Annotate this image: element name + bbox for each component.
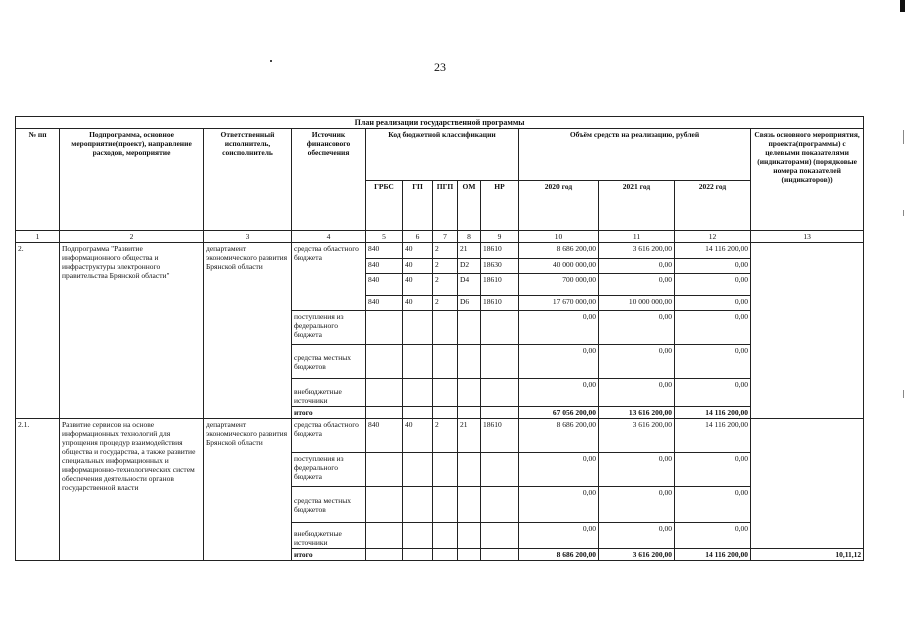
total-2020: 67 056 200,00 xyxy=(519,407,599,419)
amount-2022: 0,00 xyxy=(675,259,751,274)
col-number: 12 xyxy=(675,231,751,243)
amount-2020: 0,00 xyxy=(519,487,599,523)
total-2021: 13 616 200,00 xyxy=(599,407,675,419)
header-source: Источник финансового обеспечения xyxy=(292,129,366,231)
amount-2021: 0,00 xyxy=(599,487,675,523)
amount-2021: 0,00 xyxy=(599,453,675,487)
col-number: 2 xyxy=(60,231,204,243)
col-number: 10 xyxy=(519,231,599,243)
amount-2020: 8 686 200,00 xyxy=(519,243,599,259)
amount-2020: 0,00 xyxy=(519,311,599,345)
om-cell: 21 xyxy=(458,419,481,453)
np-cell: 18610 xyxy=(481,274,519,296)
amount-2021: 0,00 xyxy=(599,523,675,549)
header-executor: Ответственный исполнитель, соисполнитель xyxy=(204,129,292,231)
amount-2022: 0,00 xyxy=(675,345,751,379)
indicator-link xyxy=(751,243,864,419)
table-title: План реализации государственной программы xyxy=(16,117,864,129)
pgp-cell: 2 xyxy=(433,243,458,259)
amount-2020: 0,00 xyxy=(519,523,599,549)
col-number: 13 xyxy=(751,231,864,243)
source-regional: средства областного бюджета xyxy=(292,243,366,311)
om-cell: D4 xyxy=(458,274,481,296)
amount-2022: 0,00 xyxy=(675,487,751,523)
amount-2022: 0,00 xyxy=(675,296,751,311)
om-cell: D2 xyxy=(458,259,481,274)
np-cell: 18630 xyxy=(481,259,519,274)
header-grbs: ГРБС xyxy=(366,181,403,231)
source-federal: поступления из федерального бюджета xyxy=(292,311,366,345)
executor: департамент экономического развития Брянской области xyxy=(204,243,292,419)
amount-2022: 14 116 200,00 xyxy=(675,419,751,453)
source-extrabudgetary: внебюджетные источники xyxy=(292,379,366,407)
row-num: 2. xyxy=(16,243,60,419)
scan-mark xyxy=(903,210,904,216)
pgp-cell: 2 xyxy=(433,259,458,274)
header-2021: 2021 год xyxy=(599,181,675,231)
amount-2021: 0,00 xyxy=(599,274,675,296)
source-federal: поступления из федерального бюджета xyxy=(292,453,366,487)
gp-cell: 40 xyxy=(403,296,433,311)
amount-2020: 0,00 xyxy=(519,453,599,487)
amount-2020: 0,00 xyxy=(519,379,599,407)
om-cell: 21 xyxy=(458,243,481,259)
gp-cell: 40 xyxy=(403,274,433,296)
header-link: Связь основного мероприятия, проекта(программы) с целевыми показателями (индикаторами) (порядковые номера показателей (индикаторов)) xyxy=(751,129,864,231)
executor: департамент экономического развития Брянской области xyxy=(204,419,292,561)
header-om: ОМ xyxy=(458,181,481,231)
pgp-cell: 2 xyxy=(433,274,458,296)
amount-2022: 0,00 xyxy=(675,274,751,296)
amount-2022: 0,00 xyxy=(675,311,751,345)
amount-2020: 8 686 200,00 xyxy=(519,419,599,453)
amount-2021: 0,00 xyxy=(599,379,675,407)
pgp-cell: 2 xyxy=(433,296,458,311)
amount-2021: 3 616 200,00 xyxy=(599,243,675,259)
header-pgp: ПГП xyxy=(433,181,458,231)
indicator-link xyxy=(751,419,864,549)
total-2022: 14 116 200,00 xyxy=(675,407,751,419)
grbs-cell: 840 xyxy=(366,259,403,274)
activity-name: Развитие сервисов на основе информационных технологий для упрощения процедур взаимодействия общества и государства, а также развитие специальных информационных и информационно-технологических систем обеспечения деятельности органов государственной власти xyxy=(60,419,204,561)
header-amount: Объём средств на реализацию, рублей xyxy=(519,129,751,181)
amount-2022: 14 116 200,00 xyxy=(675,243,751,259)
amount-2021: 10 000 000,00 xyxy=(599,296,675,311)
total-label: итого xyxy=(292,549,366,561)
source-regional: средства областного бюджета xyxy=(292,419,366,453)
gp-cell: 40 xyxy=(403,259,433,274)
col-number: 11 xyxy=(599,231,675,243)
header-gp: ГП xyxy=(403,181,433,231)
gp-cell: 40 xyxy=(403,243,433,259)
header-bcc: Код бюджетной классификации xyxy=(366,129,519,181)
total-2020: 8 686 200,00 xyxy=(519,549,599,561)
amount-2022: 0,00 xyxy=(675,379,751,407)
grbs-cell: 840 xyxy=(366,243,403,259)
amount-2020: 0,00 xyxy=(519,345,599,379)
om-cell: D6 xyxy=(458,296,481,311)
header-program: Подпрограмма, основное мероприятие(проект), направление расходов, мероприятие xyxy=(60,129,204,231)
amount-2021: 0,00 xyxy=(599,259,675,274)
grbs-cell: 840 xyxy=(366,274,403,296)
col-number: 3 xyxy=(204,231,292,243)
table-row xyxy=(16,243,864,259)
np-cell: 18610 xyxy=(481,296,519,311)
total-label: итого xyxy=(292,407,366,419)
column-number-row xyxy=(16,231,864,243)
total-2021: 3 616 200,00 xyxy=(599,549,675,561)
pgp-cell: 2 xyxy=(433,419,458,453)
amount-2021: 3 616 200,00 xyxy=(599,419,675,453)
grbs-cell: 840 xyxy=(366,296,403,311)
header-2020: 2020 год xyxy=(519,181,599,231)
source-local: средства местных бюджетов xyxy=(292,345,366,379)
grbs-cell: 840 xyxy=(366,419,403,453)
col-number: 1 xyxy=(16,231,60,243)
amount-2020: 40 000 000,00 xyxy=(519,259,599,274)
np-cell: 18610 xyxy=(481,419,519,453)
amount-2021: 0,00 xyxy=(599,311,675,345)
scan-mark xyxy=(903,390,904,398)
header-num: № пп xyxy=(16,129,60,231)
header-np: НР xyxy=(481,181,519,231)
amount-2020: 17 670 000,00 xyxy=(519,296,599,311)
col-number: 9 xyxy=(481,231,519,243)
source-local: средства местных бюджетов xyxy=(292,487,366,523)
col-number: 5 xyxy=(366,231,403,243)
row-num: 2.1. xyxy=(16,419,60,561)
source-extrabudgetary: внебюджетные источники xyxy=(292,523,366,549)
amount-2022: 0,00 xyxy=(675,523,751,549)
page-edge-mark xyxy=(900,0,905,12)
col-number: 6 xyxy=(403,231,433,243)
col-number: 8 xyxy=(458,231,481,243)
amount-2021: 0,00 xyxy=(599,345,675,379)
col-number: 4 xyxy=(292,231,366,243)
program-plan-table xyxy=(15,116,864,561)
amount-2020: 700 000,00 xyxy=(519,274,599,296)
header-2022: 2022 год xyxy=(675,181,751,231)
gp-cell: 40 xyxy=(403,419,433,453)
subprogram-name: Подпрограмма "Развитие информационного общества и инфраструктуры электронного правительства Брянской области" xyxy=(60,243,204,419)
scan-mark xyxy=(903,130,904,144)
table-row xyxy=(16,419,864,453)
total-2022: 14 116 200,00 xyxy=(675,549,751,561)
indicator-link: 10,11,12 xyxy=(751,549,864,561)
page-number: 23 xyxy=(434,60,446,74)
scan-speck xyxy=(270,60,272,62)
col-number: 7 xyxy=(433,231,458,243)
amount-2022: 0,00 xyxy=(675,453,751,487)
np-cell: 18610 xyxy=(481,243,519,259)
